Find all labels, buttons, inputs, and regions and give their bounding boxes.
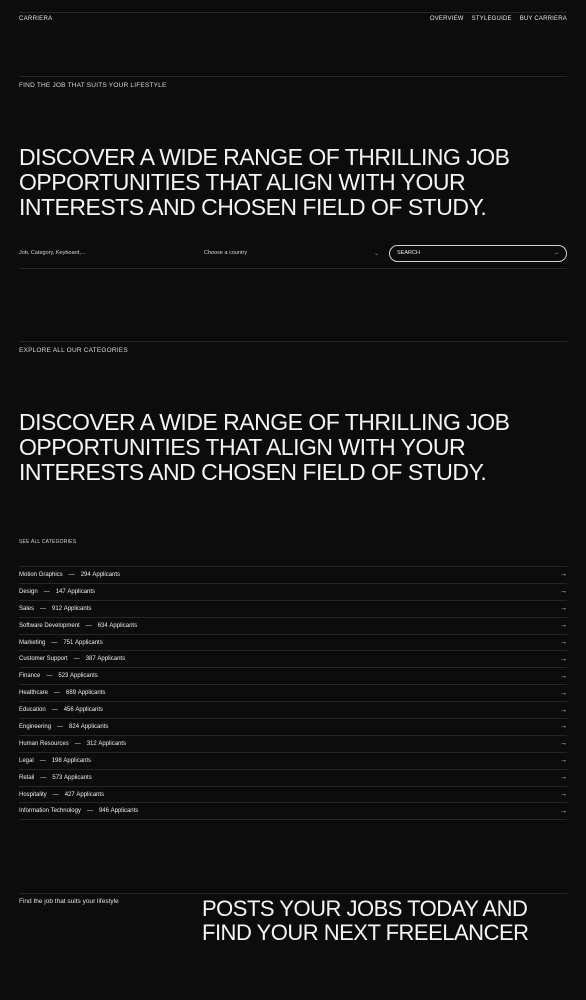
search-button[interactable] bbox=[389, 245, 567, 262]
applicant-unit: Applicants bbox=[76, 791, 105, 798]
category-name: Software Development bbox=[19, 622, 80, 629]
applicant-unit: Applicants bbox=[70, 673, 98, 680]
headline-line: FIND YOUR NEXT FREELANCER bbox=[202, 920, 529, 945]
applicant-count: 198 bbox=[51, 757, 62, 764]
category-count bbox=[63, 640, 102, 646]
arrow-right-icon: → bbox=[560, 757, 567, 765]
category-name: Legal bbox=[19, 757, 34, 764]
category-count bbox=[99, 808, 138, 814]
category-info bbox=[19, 707, 103, 713]
category-count bbox=[69, 724, 108, 730]
arrow-right-icon: → bbox=[560, 639, 567, 646]
category-row[interactable] bbox=[19, 584, 567, 601]
country-select[interactable] bbox=[204, 250, 379, 257]
category-info bbox=[19, 775, 92, 781]
category-name: Healthcare bbox=[19, 690, 49, 697]
separator-dash: — bbox=[43, 588, 50, 595]
category-name: Customer Support bbox=[19, 656, 68, 663]
category-row[interactable] bbox=[19, 635, 567, 652]
category-name: Retail bbox=[19, 774, 35, 781]
headline-line: INTERESTS AND CHOSEN FIELD OF STUDY. bbox=[19, 194, 487, 220]
headline-line: OPPORTUNITIES THAT ALIGN WITH YOUR bbox=[19, 169, 466, 195]
headline-line: POSTS YOUR JOBS TODAY AND bbox=[202, 896, 528, 921]
separator-dash: — bbox=[54, 690, 61, 697]
applicant-unit: Applicants bbox=[97, 656, 126, 663]
divider bbox=[19, 12, 567, 13]
applicant-count: 689 bbox=[66, 690, 77, 697]
category-name: Engineering bbox=[19, 723, 52, 730]
arrow-right-icon: → bbox=[560, 672, 567, 680]
category-count bbox=[98, 623, 137, 629]
category-info bbox=[19, 690, 105, 696]
category-name: Hospitality bbox=[19, 791, 47, 798]
category-name: Motion Graphics bbox=[19, 571, 63, 578]
applicant-unit: Applicants bbox=[63, 605, 92, 612]
nav-link-overview[interactable]: OVERVIEW bbox=[429, 16, 464, 22]
category-name: Information Technology bbox=[19, 808, 81, 815]
category-list bbox=[19, 566, 567, 820]
separator-dash: — bbox=[85, 622, 92, 629]
category-count bbox=[52, 775, 91, 781]
footer-headline bbox=[202, 897, 572, 945]
category-count bbox=[81, 572, 120, 578]
applicant-unit: Applicants bbox=[77, 690, 106, 697]
separator-dash: — bbox=[51, 639, 58, 646]
category-info bbox=[19, 606, 91, 612]
category-name: Education bbox=[19, 707, 46, 714]
applicant-count: 294 bbox=[80, 571, 91, 578]
separator-dash: — bbox=[40, 774, 47, 781]
divider bbox=[19, 341, 567, 342]
category-name: Human Resources bbox=[19, 740, 69, 747]
arrow-right-icon: → bbox=[560, 706, 567, 714]
categories-headline bbox=[19, 410, 559, 485]
top-nav bbox=[19, 16, 567, 22]
applicant-count: 456 bbox=[63, 707, 74, 714]
category-row[interactable] bbox=[19, 787, 567, 804]
category-row[interactable] bbox=[19, 618, 567, 635]
applicant-unit: Applicants bbox=[75, 707, 104, 714]
arrow-right-icon: → bbox=[560, 605, 567, 613]
chevron-down-icon: ⌄ bbox=[373, 250, 379, 257]
category-info bbox=[19, 656, 125, 662]
category-name: Design bbox=[19, 588, 38, 595]
logo[interactable]: CARRIERA bbox=[19, 16, 53, 22]
search-button-label: SEARCH bbox=[397, 250, 420, 256]
category-count bbox=[66, 690, 105, 696]
applicant-unit: Applicants bbox=[67, 588, 96, 595]
arrow-right-icon: → bbox=[560, 774, 567, 782]
applicant-count: 427 bbox=[64, 791, 75, 798]
applicant-count: 946 bbox=[98, 808, 109, 815]
category-info bbox=[19, 758, 91, 764]
headline-line: OPPORTUNITIES THAT ALIGN WITH YOUR bbox=[19, 434, 466, 460]
category-row[interactable] bbox=[19, 736, 567, 753]
nav-link-styleguide[interactable]: STYLEGUIDE bbox=[471, 16, 512, 22]
separator-dash: — bbox=[74, 740, 81, 747]
nav-link-buy[interactable]: BUY CARRIERA bbox=[519, 16, 567, 22]
applicant-count: 523 bbox=[58, 673, 69, 680]
search-bar bbox=[19, 244, 567, 262]
applicant-unit: Applicants bbox=[92, 571, 121, 578]
category-info bbox=[19, 589, 95, 595]
headline-line: DISCOVER A WIDE RANGE OF THRILLING JOB bbox=[19, 144, 510, 170]
arrow-right-icon: → bbox=[560, 791, 567, 799]
category-row[interactable] bbox=[19, 702, 567, 719]
applicant-unit: Applicants bbox=[80, 723, 109, 730]
separator-dash: — bbox=[57, 723, 64, 730]
separator-dash: — bbox=[68, 571, 75, 578]
nav-links bbox=[430, 16, 567, 22]
category-count bbox=[87, 741, 126, 747]
category-info bbox=[19, 623, 137, 629]
applicant-count: 312 bbox=[86, 740, 97, 747]
applicant-count: 147 bbox=[55, 588, 66, 595]
arrow-right-icon: → bbox=[560, 588, 567, 596]
category-row[interactable] bbox=[19, 719, 567, 736]
separator-dash: — bbox=[52, 791, 59, 798]
divider bbox=[19, 268, 567, 269]
category-row[interactable] bbox=[19, 803, 567, 820]
hero-headline bbox=[19, 145, 559, 220]
category-count bbox=[56, 589, 95, 595]
category-info bbox=[19, 808, 138, 814]
arrow-right-icon: → bbox=[560, 622, 567, 630]
category-name: Marketing bbox=[19, 639, 46, 646]
country-select-label: Choose a country bbox=[204, 250, 248, 256]
see-all-categories-link[interactable]: SEE ALL CATEGORIES bbox=[19, 539, 77, 545]
category-name: Finance bbox=[19, 673, 41, 680]
arrow-right-icon: → bbox=[553, 250, 559, 256]
category-info bbox=[19, 792, 104, 798]
footer-tagline: Find the job that suits your lifestyle bbox=[19, 898, 119, 905]
category-count bbox=[64, 707, 103, 713]
separator-dash: — bbox=[46, 673, 53, 680]
arrow-right-icon: → bbox=[560, 807, 567, 815]
keyword-input[interactable] bbox=[19, 250, 199, 256]
applicant-count: 387 bbox=[85, 656, 96, 663]
category-row[interactable] bbox=[19, 753, 567, 770]
applicant-count: 751 bbox=[63, 639, 74, 646]
arrow-right-icon: → bbox=[560, 689, 567, 697]
category-row[interactable] bbox=[19, 685, 567, 702]
applicant-unit: Applicants bbox=[63, 757, 92, 764]
category-count bbox=[52, 606, 91, 612]
separator-dash: — bbox=[51, 707, 58, 714]
applicant-unit: Applicants bbox=[75, 639, 103, 646]
hero-eyebrow: FIND THE JOB THAT SUITS YOUR LIFESTYLE bbox=[19, 82, 167, 89]
headline-line: INTERESTS AND CHOSEN FIELD OF STUDY. bbox=[19, 459, 487, 485]
category-row[interactable] bbox=[19, 668, 567, 685]
category-info bbox=[19, 572, 120, 578]
category-info bbox=[19, 741, 126, 747]
category-row[interactable] bbox=[19, 567, 567, 584]
category-info bbox=[19, 640, 103, 646]
applicant-unit: Applicants bbox=[64, 774, 92, 781]
category-name: Sales bbox=[19, 605, 35, 612]
category-count bbox=[58, 673, 97, 679]
categories-eyebrow: EXPLORE ALL OUR CATEGORIES bbox=[19, 347, 128, 354]
category-row[interactable] bbox=[19, 601, 567, 618]
divider bbox=[19, 893, 567, 894]
arrow-right-icon: → bbox=[560, 740, 567, 748]
headline-line: DISCOVER A WIDE RANGE OF THRILLING JOB bbox=[19, 409, 510, 435]
applicant-count: 634 bbox=[97, 622, 108, 629]
category-row[interactable] bbox=[19, 770, 567, 787]
applicant-unit: Applicants bbox=[110, 808, 139, 815]
applicant-count: 912 bbox=[52, 605, 63, 612]
category-info bbox=[19, 673, 98, 679]
separator-dash: — bbox=[39, 757, 46, 764]
separator-dash: — bbox=[86, 808, 93, 815]
category-info bbox=[19, 724, 108, 730]
arrow-right-icon: → bbox=[560, 655, 567, 663]
separator-dash: — bbox=[73, 656, 80, 663]
separator-dash: — bbox=[40, 605, 47, 612]
category-row[interactable] bbox=[19, 651, 567, 668]
applicant-count: 824 bbox=[69, 723, 80, 730]
applicant-unit: Applicants bbox=[98, 740, 127, 747]
category-count bbox=[86, 656, 125, 662]
category-count bbox=[65, 792, 104, 798]
arrow-right-icon: → bbox=[560, 723, 567, 731]
category-count bbox=[52, 758, 91, 764]
divider bbox=[19, 76, 567, 77]
applicant-count: 573 bbox=[52, 774, 63, 781]
applicant-unit: Applicants bbox=[109, 622, 138, 629]
arrow-right-icon: → bbox=[560, 571, 567, 579]
